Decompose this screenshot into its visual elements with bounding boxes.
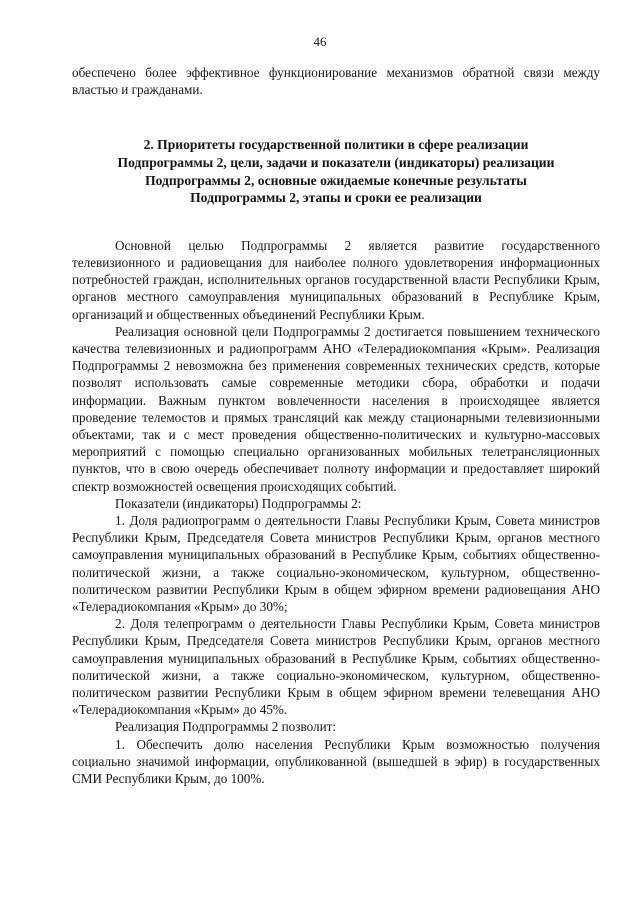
heading-line: 2. Приоритеты государственной политики в сфере реализации — [143, 137, 529, 153]
paragraph-indicator-radio: 1. Доля радиопрограмм о деятельности Главы Республики Крым, Совета министров Республики Крым, Председателя Совета министров Республики Крым, органов местного самоуправления муниципальных образований в Республике Крым, событиях общественно-политической жизни, а также социально-экономическом, культурном, общественно-политическом развитии Республики Крым в общем эфирном времени радиовещания АНО «Телерадиокомпания «Крым» до 30%; — [72, 513, 600, 615]
document-body — [72, 64, 600, 787]
paragraph-main-goal: Основной целью Подпрограммы 2 является развитие государственного телевизионного и радиовещания для наиболее полного удовлетворения информационных потребностей граждан, исполнительных органов государственной власти Республики Крым, органов местного самоуправления муниципальных образований в Республике Крым, организаций и общественных объединений Республики Крым. — [72, 237, 600, 322]
paragraph-indicator-tv: 2. Доля телепрограмм о деятельности Главы Республики Крым, Совета министров Республики Крым, Председателя Совета министров Республики Крым, органов местного самоуправления муниципальных образований в Республике Крым, событиях общественно-политической жизни, а также социально-экономическом, культурном, общественно-политическом развитии Республики Крым в общем эфирном времени телевещания АНО «Телерадиокомпания «Крым» до 45%. — [72, 616, 600, 718]
paragraph-result-access: 1. Обеспечить долю населения Республики Крым возможностью получения социально значимой информации, опубликованной (вышедшей в эфир) в государственных СМИ Республики Крым, до 100%. — [72, 736, 600, 787]
heading-line: Подпрограммы 2, цели, задачи и показатели (индикаторы) реализации — [117, 155, 555, 170]
paragraph-indicators-heading: Показатели (индикаторы) Подпрограммы 2: — [115, 495, 362, 511]
heading-line: Подпрограммы 2, основные ожидаемые конечные результаты — [145, 172, 527, 188]
heading-line: Подпрограммы 2, этапы и сроки ее реализации — [190, 190, 482, 206]
page-number: 46 — [313, 34, 327, 49]
section-heading — [72, 136, 600, 206]
paragraph-results-heading: Реализация Подпрограммы 2 позволит: — [115, 719, 337, 735]
intro-paragraph: обеспечено более эффективное функционирование механизмов обратной связи между властью и гражданами. — [72, 65, 600, 98]
paragraph-goal-implementation: Реализация основной цели Подпрограммы 2 достигается повышением технического качества телевизионных и радиопрограмм АНО «Телерадиокомпания «Крым». Реализация Подпрограммы 2 невозможна без применения современных технических средств, которые позволят использовать самые современные методики сбора, обработки и подачи информации. Важным пунктом вовлеченности населения в происходящее является проведение телемостов и прямых трансляций как между стационарными телевизионными объектами, так и с мест проведения общественно-политических и культурно-массовых мероприятий с помощью специально организованных мобильных телетрансляционных пунктов, что в свою очередь обеспечивает полноту информации и предоставляет широкий спектр возможностей освещения происходящих событий. — [72, 323, 600, 494]
